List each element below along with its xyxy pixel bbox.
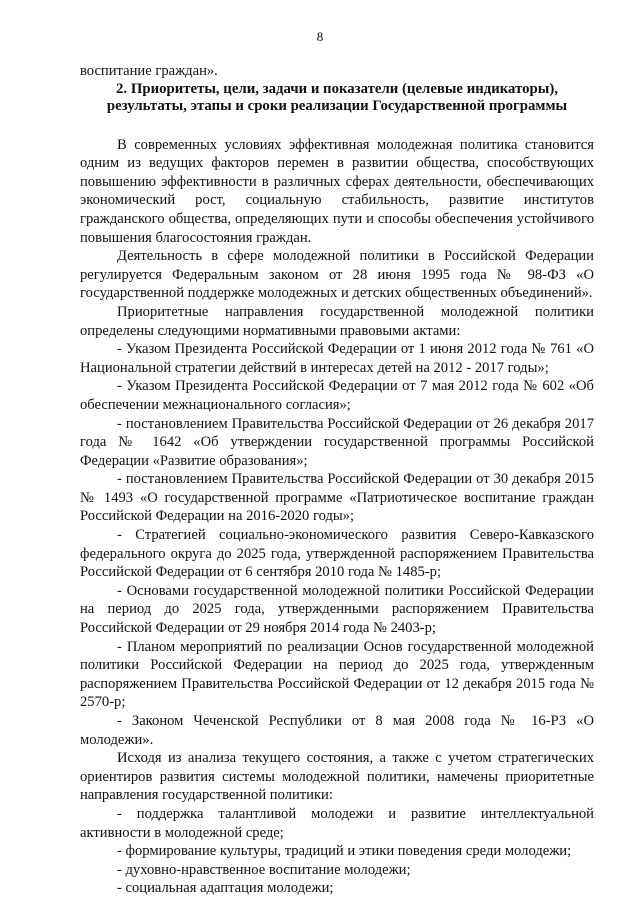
list-item: - Указом Президента Российской Федерации от 7 мая 2012 года № 602 «Об обеспечении межнационального согласия»; bbox=[80, 378, 594, 413]
list-item: - поддержка талантливой молодежи и развитие интеллектуальной активности в молодежной среде; bbox=[80, 805, 594, 841]
page-content bbox=[80, 62, 594, 898]
section-heading-line-1: 2. Приоритеты, цели, задачи и показатели (целевые индикаторы), bbox=[116, 80, 558, 97]
section-heading bbox=[80, 81, 594, 116]
list-item: - Законом Чеченской Республики от 8 мая 2008 года № 16-РЗ «О молодежи». bbox=[80, 713, 594, 748]
list-item: - Стратегией социально-экономического развития Северо-Кавказского федерального округа до 2025 года, утвержденной распоряжением Правительства Российской Федерации от 6 сентября 2010 года № 1485-р; bbox=[80, 527, 594, 581]
priorities-list bbox=[80, 805, 594, 898]
list-item: - социальная адаптация молодежи; bbox=[117, 880, 334, 897]
paragraph-federal-law: Деятельность в сфере молодежной политики в Российской Федерации регулируется Федеральным законом от 28 июня 1995 года № 98-ФЗ «О государственной поддержке молодежных и детских общественных объединений». bbox=[80, 248, 594, 302]
paragraph-youth-policy: В современных условиях эффективная молодежная политика становится одним из ведущих факторов перемен в развитии общества, способствующих повышению эффективности в различных сферах деятельности, обеспечивающих экономический рост, социальную стабильность, развитие институтов гражданского общества, определяющих пути и способы обеспечения устойчивого повышения благосостояния граждан. bbox=[80, 136, 594, 246]
list-item: - Основами государственной молодежной политики Российской Федерации на период до 2025 года, утвержденными распоряжением Правительства Российской Федерации от 29 ноября 2014 года № 2403-р; bbox=[80, 582, 594, 637]
list-item: - Указом Президента Российской Федерации от 1 июня 2012 года № 761 «О Национальной стратегии действий в интересах детей на 2012 - 2017 годы»; bbox=[80, 341, 594, 376]
paragraph-analysis: Исходя из анализа текущего состояния, а также с учетом стратегических ориентиров развития системы молодежной политики, намечены приоритетные направления государственной политики: bbox=[80, 750, 594, 804]
list-item: - Планом мероприятий по реализации Основ государственной молодежной политики Российской Федерации на период до 2025 года, утвержденным распоряжением Правительства Российской Федерации от 12 декабря 2015 года № 2570-р; bbox=[80, 638, 594, 711]
list-item: - постановлением Правительства Российской Федерации от 26 декабря 2017 года № 1642 «Об утверждении государственной программы Российской Федерации «Развитие образования»; bbox=[80, 415, 594, 469]
list-item: - формирование культуры, традиций и этики поведения среди молодежи; bbox=[117, 843, 572, 860]
list-item: - духовно-нравственное воспитание молодежи; bbox=[117, 861, 411, 878]
page-number: 8 bbox=[316, 29, 324, 44]
paragraph-priorities-intro: Приоритетные направления государственной молодежной политики определены следующими нормативными правовыми актами: bbox=[80, 303, 594, 339]
list-item: - постановлением Правительства Российской Федерации от 30 декабря 2015 № 1493 «О государственной программе «Патриотическое воспитание граждан Российской Федерации на 2016-2020 годы»; bbox=[80, 471, 594, 525]
carryover-text: воспитание граждан». bbox=[80, 63, 218, 79]
section-heading-line-2: результаты, этапы и сроки реализации Государственной программы bbox=[106, 98, 568, 115]
legal-acts-list bbox=[80, 340, 594, 749]
